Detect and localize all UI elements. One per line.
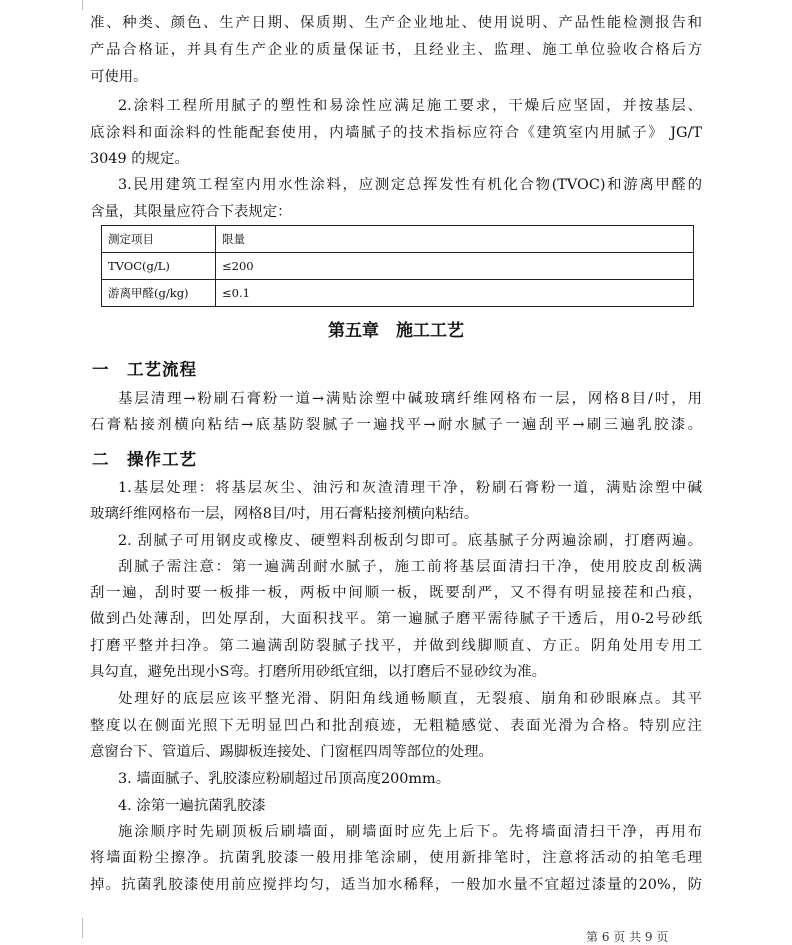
body-line: 打磨平整并扫净。第二遍满刮防裂腻子找平，并做到线脚顺直、方正。阴角处用专用工	[90, 638, 702, 654]
body-line: 可使用。	[90, 69, 148, 85]
limits-table	[101, 225, 694, 307]
table-header-cell: 限量	[216, 226, 694, 253]
table-cell: TVOC(g/L)	[102, 253, 216, 280]
body-line: 3.民用建筑工程室内用水性涂料，应测定总挥发性有机化合物(TVOC)和游离甲醛的	[118, 177, 702, 193]
body-line: 将墙面粉尘擦净。抗菌乳胶漆一般用排笔涂刷，使用新排笔时，注意将活动的拍笔毛理	[90, 850, 702, 866]
body-line: 2.涂料工程所用腻子的塑性和易涂性应满足施工要求，干燥后应坚固，并按基层、	[118, 98, 702, 114]
body-line: 施涂顺序时先刷顶板后刷墙面，刷墙面时应先上后下。先将墙面清扫干净，再用布	[118, 824, 702, 840]
chapter-title: 第五章 施工工艺	[328, 321, 464, 341]
body-line: 准、种类、颜色、生产日期、保质期、生产企业地址、使用说明、产品性能检测报告和	[90, 15, 702, 31]
section-title: 一 工艺流程	[92, 360, 197, 379]
body-line: 3049 的规定。	[90, 151, 189, 167]
body-line: 1.基层处理：将基层灰尘、油污和灰渣清理干净，粉刷石膏粉一道，满贴涂塑中碱	[118, 480, 702, 496]
crop-mark-top	[68, 0, 83, 10]
table-cell: ≤200	[216, 253, 694, 280]
body-line: 刮一遍，刮时要一板排一板，两板中间顺一板，既要刮严，又不得有明显接茬和凸痕，	[90, 585, 702, 601]
body-line: 2. 刮腻子可用钢皮或橡皮、硬塑料刮板刮匀即可。底基腻子分两遍涂刷，打磨两遍。	[118, 533, 702, 549]
body-line: 4. 涂第一遍抗菌乳胶漆	[118, 798, 266, 814]
body-line: 含量，其限量应符合下表规定：	[90, 204, 292, 220]
table-header-row	[102, 226, 694, 253]
body-line: 刮腻子需注意：第一遍满刮耐水腻子，施工前将基层面清扫干净，使用胶皮刮板满	[118, 559, 702, 575]
table-cell: ≤0.1	[216, 280, 694, 307]
body-line: 意窗台下、管道后、踢脚板连接处、门窗框四周等部位的处理。	[90, 744, 493, 760]
body-line: 具勾直，避免出现小S弯。打磨所用砂纸宜细，以打磨后不显砂纹为准。	[90, 664, 546, 680]
body-line: 处理好的底层应该平整光滑、阴阳角线通畅顺直，无裂痕、崩角和砂眼麻点。其平	[118, 691, 702, 707]
table-header-cell: 测定项目	[102, 226, 216, 253]
table-row	[102, 253, 694, 280]
page-footer: 第 6 页 共 9 页	[586, 930, 669, 944]
table-row	[102, 280, 694, 307]
body-line: 整度以在侧面光照下无明显凹凸和批刮痕迹，无粗糙感觉、表面光滑为合格。特别应注	[90, 718, 702, 734]
section-title: 二 操作工艺	[92, 450, 197, 469]
body-line: 底涂料和面涂料的性能配套使用，内墙腻子的技术指标应符合《建筑室内用腻子》 JG/T	[90, 125, 702, 141]
body-line: 玻璃纤维网格布一层，网格8目/吋，用石膏粘接剂横向粘结。	[90, 506, 479, 522]
body-line: 产品合格证，并具有生产企业的质量保证书，且经业主、监理、施工单位验收合格后方	[90, 42, 702, 58]
body-line: 掉。抗菌乳胶漆使用前应搅拌均匀，适当加水稀释，一般加水量不宜超过漆量的20%，防	[90, 877, 702, 893]
body-line: 石膏粘接剂横向粘结→底基防裂腻子一遍找平→耐水腻子一遍刮平→刷三遍乳胶漆。	[90, 417, 702, 433]
body-line: 做到凸处薄刮，凹处厚刮，大面积找平。第一遍腻子磨平需待腻子干透后，用0-2号砂纸	[90, 611, 702, 627]
body-line: 基层清理→粉刷石膏粉一道→满贴涂塑中碱玻璃纤维网格布一层，网格8目/吋，用	[118, 391, 702, 407]
crop-mark-bottom	[68, 918, 83, 938]
body-line: 3. 墙面腻子、乳胶漆应粉刷超过吊顶高度200mm。	[118, 771, 451, 787]
table-cell: 游离甲醛(g/kg)	[102, 280, 216, 307]
